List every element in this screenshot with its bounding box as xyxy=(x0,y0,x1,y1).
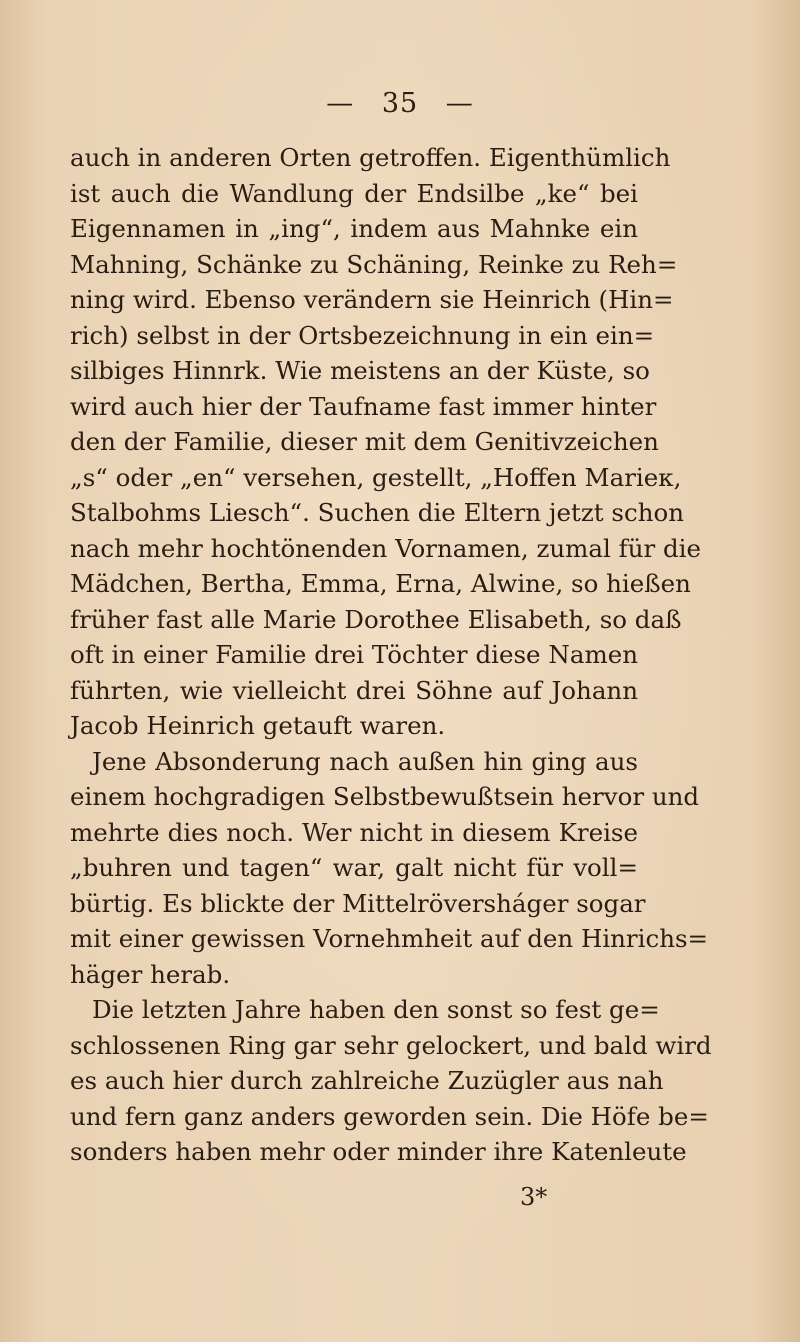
text-line: silbiges Hinnrk. Wie meistens an der Küste, so xyxy=(70,356,650,385)
paragraph xyxy=(70,992,712,1170)
text-line: Mahning, Schänke zu Schäning, Reinke zu Reh= xyxy=(70,249,678,279)
text-line: sonders haben mehr oder minder ihre Katenleute xyxy=(70,1137,687,1166)
text-line: einem hochgradigen Selbstbewußtsein hervor und xyxy=(70,782,700,811)
header-dash-right: — xyxy=(445,88,474,119)
text-line: häger herab. xyxy=(70,959,231,989)
text-line: rich) selbst in der Ortsbezeichnung in ein ein= xyxy=(70,320,655,350)
header-dash-left: — xyxy=(326,88,355,119)
text-line: ning wird. Ebenso verändern sie Heinrich (Hin= xyxy=(70,285,674,314)
text-line: und fern ganz anders geworden sein. Die Höfe be= xyxy=(70,1101,709,1131)
text-line: wird auch hier der Taufname fast immer hinter xyxy=(70,391,657,421)
page-header xyxy=(0,88,800,119)
text-line: Jacob Heinrich getauft waren. xyxy=(70,711,446,740)
text-line: Die letzten Jahre haben den sonst so fest ge= xyxy=(92,995,660,1024)
text-line: ist auch die Wandlung der Endsilbe „ke“ bei xyxy=(70,178,638,208)
paragraph xyxy=(70,744,709,993)
text-line: oft in einer Familie drei Töchter diese Namen xyxy=(70,640,638,669)
text-line: auch in anderen Orten getroffen. Eigenthümlich xyxy=(70,143,671,172)
text-line: „s“ oder „en“ versehen, gestellt, „Hoffen Marieк, xyxy=(70,462,682,492)
text-line: den der Familie, dieser mit dem Genitivzeichen xyxy=(70,427,659,456)
signature-mark: 3* xyxy=(520,1183,548,1211)
text-line: führten, wie vielleicht drei Söhne auf Johann xyxy=(70,675,638,705)
text-line: es auch hier durch zahlreiche Zuzügler aus nah xyxy=(70,1066,664,1095)
text-line: Stalbohms Liesch“. Suchen die Eltern jetzt schon xyxy=(70,498,685,527)
text-line: nach mehr hochtönenden Vornamen, zumal für die xyxy=(70,533,702,563)
text-line: schlossenen Ring gar sehr gelockert, und bald wird xyxy=(70,1030,712,1060)
text-line: früher fast alle Marie Dorothee Elisabeth, so daß xyxy=(70,604,682,634)
text-line: „buhren und tagen“ war, galt nicht für voll= xyxy=(70,853,638,882)
text-line: bürtig. Es blickte der Mittelröversháger sogar xyxy=(70,888,646,918)
text-line: mit einer gewissen Vornehmheit auf den Hinrichs= xyxy=(70,924,709,953)
text-line: Mädchen, Bertha, Emma, Erna, Alwine, so hießen xyxy=(70,569,691,598)
text-line: mehrte dies noch. Wer nicht in diesem Kreise xyxy=(70,817,638,847)
text-line: Jene Absonderung nach außen hin ging aus xyxy=(92,746,638,776)
text-line: Eigennamen in „ing“, indem aus Mahnke ein xyxy=(70,214,638,243)
body-text xyxy=(70,140,712,1170)
paragraph xyxy=(70,140,702,744)
page-number: 35 xyxy=(381,88,419,119)
